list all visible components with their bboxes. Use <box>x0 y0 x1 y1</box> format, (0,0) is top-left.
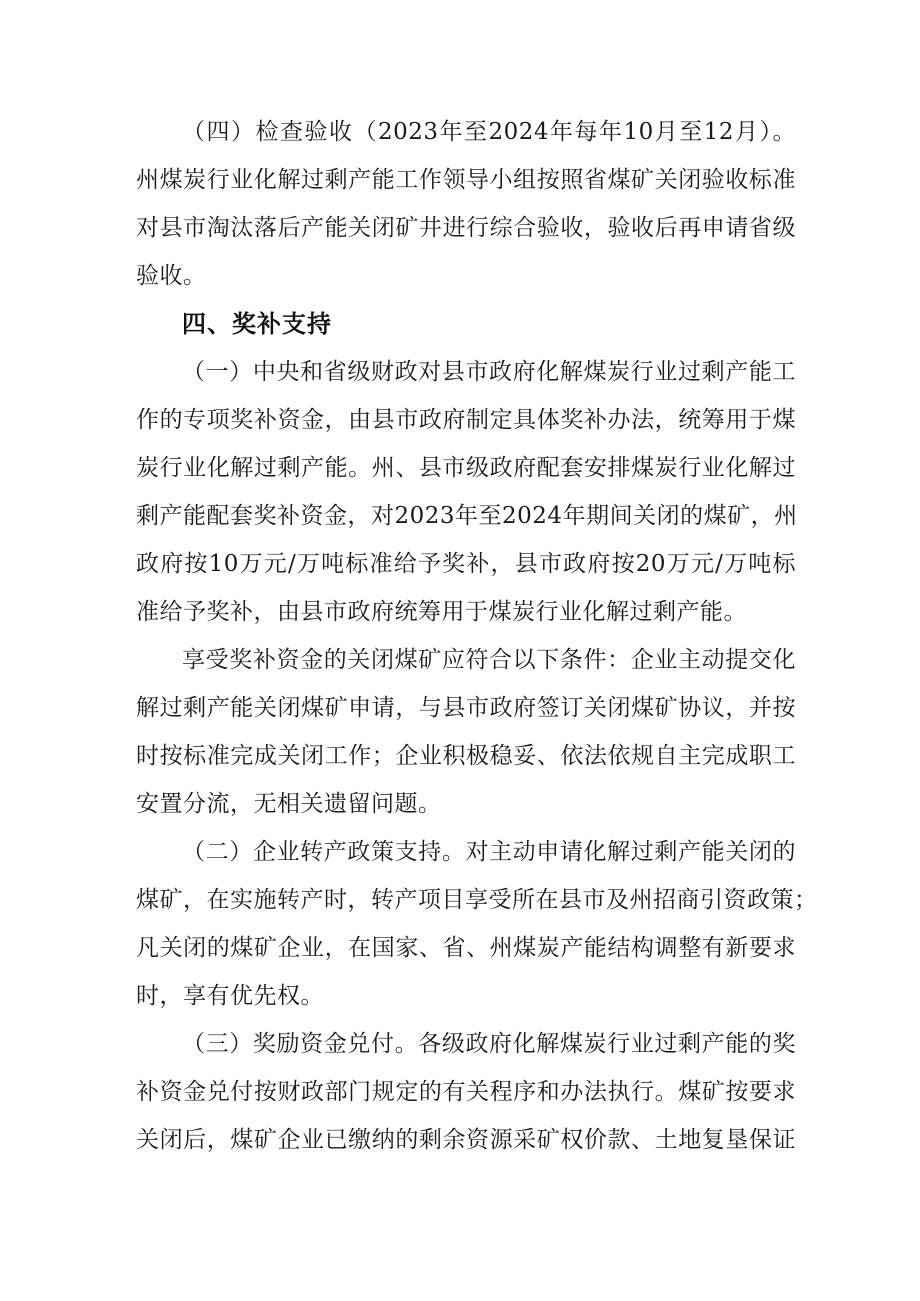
section4-line-4: 验收。 <box>136 263 207 289</box>
conditions-line-2: 解过剩产能关闭煤矿申请，与县市政府签订关闭煤矿协议，并按 <box>136 695 796 721</box>
item3-line-3: 关闭后，煤矿企业已缴纳的剩余资源采矿权价款、土地复垦保证 <box>136 1127 796 1153</box>
item2-line-3: 凡关闭的煤矿企业，在国家、省、州煤炭产能结构调整有新要求 <box>136 935 796 961</box>
item1-line-3: 炭行业化解过剩产能。州、县市级政府配套安排煤炭行业化解过 <box>136 455 796 481</box>
conditions-line-4: 安置分流，无相关遗留问题。 <box>136 791 442 817</box>
section4-line-2: 州煤炭行业化解过剩产能工作领导小组按照省煤矿关闭验收标准 <box>136 167 796 193</box>
item3-line-1: （三）奖励资金兑付。各级政府化解煤炭行业过剩产能的奖 <box>182 1031 796 1057</box>
item3-line-2: 补资金兑付按财政部门规定的有关程序和办法执行。煤矿按要求 <box>136 1079 796 1105</box>
section-heading: 四、奖补支持 <box>182 310 332 338</box>
item1-line-2: 作的专项奖补资金，由县市政府制定具体奖补办法，统筹用于煤 <box>136 407 796 433</box>
item1-line-4: 剩产能配套奖补资金，对2023年至2024年期间关闭的煤矿，州 <box>136 503 798 529</box>
item1-line-6: 准给予奖补，由县市政府统筹用于煤炭行业化解过剩产能。 <box>136 599 747 625</box>
item2-line-2: 煤矿，在实施转产时，转产项目享受所在县市及州招商引资政策； <box>136 887 818 913</box>
section4-line-1: （四）检查验收（2023年至2024年每年10月至12月）。 <box>182 119 796 145</box>
conditions-line-1: 享受奖补资金的关闭煤矿应符合以下条件：企业主动提交化 <box>182 647 796 673</box>
conditions-line-3: 时按标准完成关闭工作；企业积极稳妥、依法依规自主完成职工 <box>136 743 796 769</box>
section4-line-3: 对县市淘汰落后产能关闭矿井进行综合验收，验收后再申请省级 <box>136 215 796 241</box>
item1-line-1: （一）中央和省级财政对县市政府化解煤炭行业过剩产能工 <box>182 359 796 385</box>
item2-line-1: （二）企业转产政策支持。对主动申请化解过剩产能关闭的 <box>182 839 796 865</box>
item2-line-4: 时，享有优先权。 <box>136 983 324 1009</box>
item1-line-5: 政府按10万元/万吨标准给予奖补，县市政府按20万元/万吨标 <box>136 551 796 577</box>
